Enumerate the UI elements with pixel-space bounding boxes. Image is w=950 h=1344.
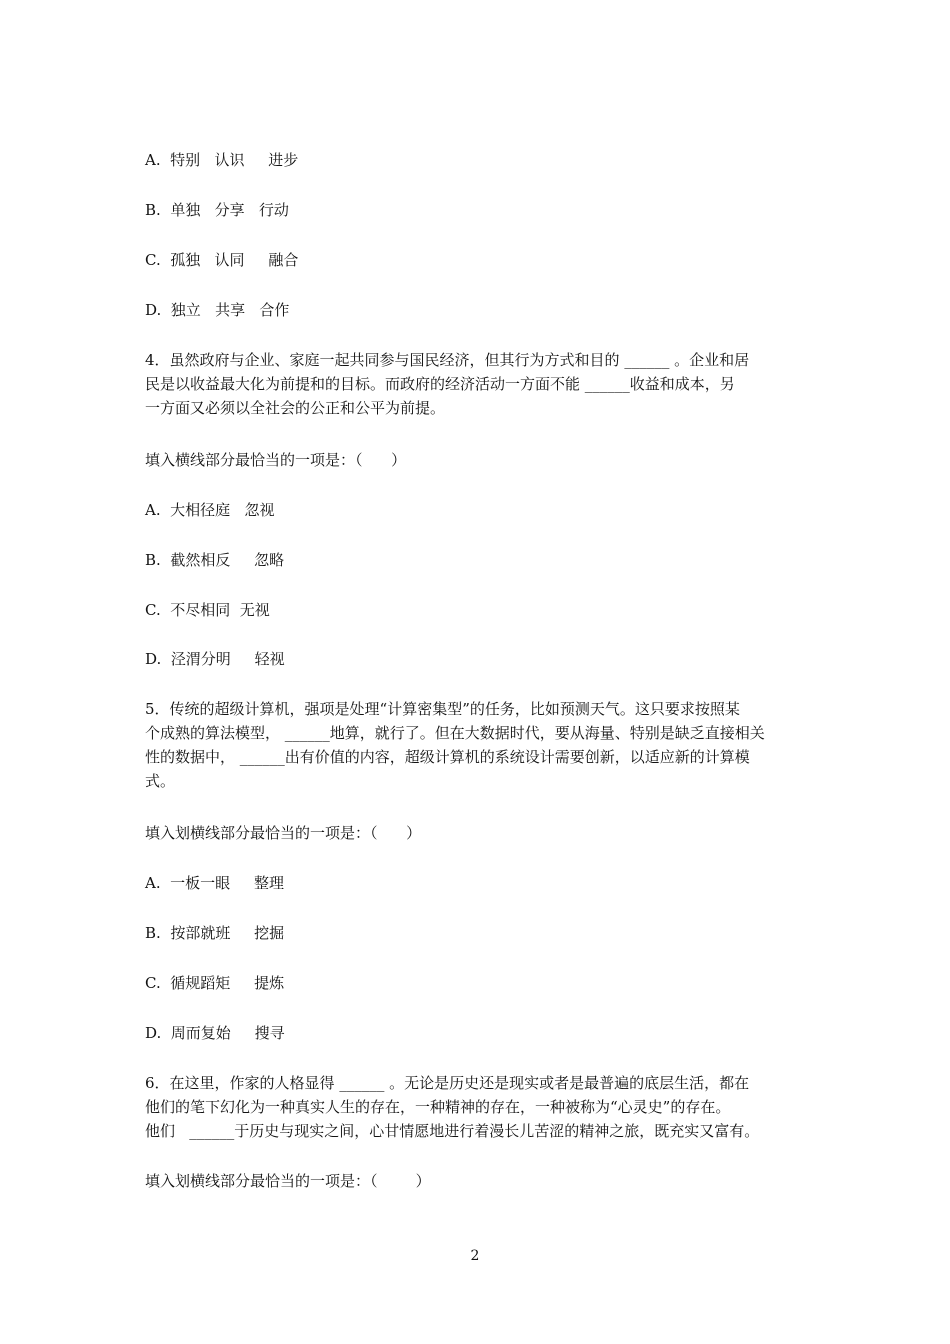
q5-stem	[145, 697, 817, 793]
q4-option-a: A. 大相径庭 忽视	[145, 501, 275, 519]
q4-stem	[145, 348, 817, 420]
q5-option-c: C. 循规蹈矩 提炼	[145, 974, 285, 992]
q4-stem-line: 4．虽然政府与企业、家庭一起共同参与国民经济，但其行为方式和目的 ______ 。企业和居	[145, 351, 750, 369]
q5-option-d: D. 周而复始 搜寻	[145, 1024, 285, 1042]
q4-option-c: C. 不尽相同 无视	[145, 601, 270, 619]
q3-option-c: C. 孤独 认同 融合	[145, 251, 299, 269]
q6-stem	[145, 1071, 817, 1143]
q6-stem-line: 他们的笔下幻化为一种真实人生的存在，一种精神的存在，一种被称为“心灵史”的存在。	[145, 1098, 731, 1116]
q5-prompt: 填入划横线部分最恰当的一项是：（ ）	[145, 824, 422, 842]
q6-stem-line: 6．在这里，作家的人格显得 ______ 。无论是历史还是现实或者是最普遍的底层生活，都在	[145, 1074, 750, 1092]
q4-option-b: B. 截然相反 忽略	[145, 551, 285, 569]
q5-stem-line: 性的数据中， ______出有价值的内容，超级计算机的系统设计需要创新，以适应新的计算模	[145, 748, 750, 766]
q4-prompt: 填入横线部分最恰当的一项是：（ ）	[145, 451, 407, 469]
q4-option-d: D. 泾渭分明 轻视	[145, 650, 285, 668]
q5-stem-line: 式。	[145, 772, 176, 790]
q6-stem-line: 他们 ______于历史与现实之间，心甘情愿地进行着漫长儿苦涩的精神之旅，既充实又富有。	[145, 1122, 760, 1140]
q5-stem-line: 个成熟的算法模型， ______地算，就行了。但在大数据时代，要从海量、特别是缺乏直接相关	[145, 724, 765, 742]
q3-option-b: B. 单独 分享 行动	[145, 201, 289, 219]
q5-option-a: A. 一板一眼 整理	[145, 874, 284, 892]
q4-stem-line: 民是以收益最大化为前提和的目标。而政府的经济活动一方面不能 ______收益和成本，另	[145, 375, 735, 393]
q3-option-a: A. 特别 认识 进步	[145, 151, 299, 169]
q6-prompt: 填入划横线部分最恰当的一项是：（ ）	[145, 1172, 431, 1190]
q4-stem-line: 一方面又必须以全社会的公正和公平为前提。	[145, 399, 446, 417]
q5-stem-line: 5．传统的超级计算机，强项是处理“计算密集型”的任务，比如预测天气。这只要求按照某	[145, 700, 740, 718]
q3-option-d: D. 独立 共享 合作	[145, 301, 290, 319]
q5-option-b: B. 按部就班 挖掘	[145, 924, 285, 942]
page-number: 2	[470, 1248, 480, 1264]
